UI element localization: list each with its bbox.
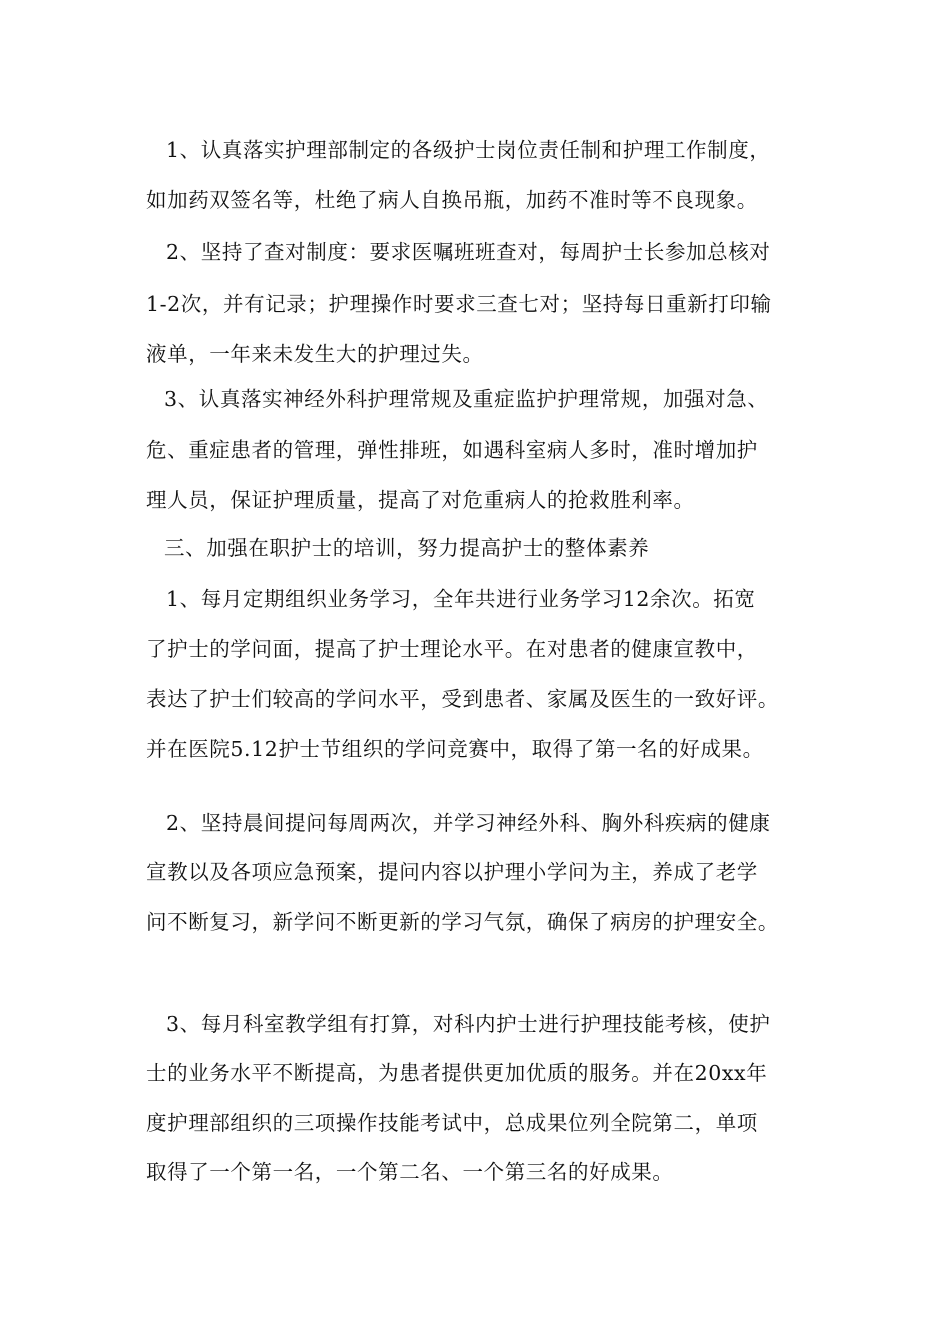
text-line: 表达了护士们较高的学问水平，受到患者、家属及医生的一致好评。 [146, 687, 779, 711]
text-line: 并在医院5.12护士节组织的学问竞赛中，取得了第一名的好成果。 [146, 737, 764, 761]
text-line: 如加药双签名等，杜绝了病人自换吊瓶，加药不准时等不良现象。 [146, 188, 758, 212]
text-line: 理人员，保证护理质量，提高了对危重病人的抢救胜利率。 [146, 488, 695, 512]
text-line: 液单，一年来未发生大的护理过失。 [146, 342, 484, 366]
text-line: 3、认真落实神经外科护理常规及重症监护护理常规，加强对急、 [164, 387, 769, 411]
text-line: 宣教以及各项应急预案，提问内容以护理小学问为主，养成了老学 [146, 860, 758, 884]
text-line: 问不断复习，新学问不断更新的学习气氛，确保了病房的护理安全。 [146, 910, 779, 934]
text-line: 1、每月定期组织业务学习，全年共进行业务学习12余次。拓宽 [166, 587, 756, 611]
text-line: 士的业务水平不断提高，为患者提供更加优质的服务。并在20xx年 [146, 1061, 768, 1085]
text-line: 2、坚持晨间提问每周两次，并学习神经外科、胸外科疾病的健康 [166, 811, 771, 835]
text-line: 了护士的学问面，提高了护士理论水平。在对患者的健康宣教中， [146, 637, 758, 661]
text-line: 2、坚持了查对制度：要求医嘱班班查对，每周护士长参加总核对 [166, 240, 771, 264]
text-line: 3、每月科室教学组有打算，对科内护士进行护理技能考核，使护 [166, 1012, 771, 1036]
section-heading: 三、加强在职护士的培训，努力提高护士的整体素养 [164, 536, 650, 560]
text-line: 取得了一个第一名，一个第二名、一个第三名的好成果。 [146, 1160, 674, 1184]
text-line: 1-2次，并有记录；护理操作时要求三查七对；坚持每日重新打印输 [146, 292, 772, 316]
text-line: 度护理部组织的三项操作技能考试中，总成果位列全院第二，单项 [146, 1111, 758, 1135]
text-line: 1、认真落实护理部制定的各级护士岗位责任制和护理工作制度， [166, 138, 771, 162]
text-line: 危、重症患者的管理，弹性排班，如遇科室病人多时，准时增加护 [146, 438, 758, 462]
